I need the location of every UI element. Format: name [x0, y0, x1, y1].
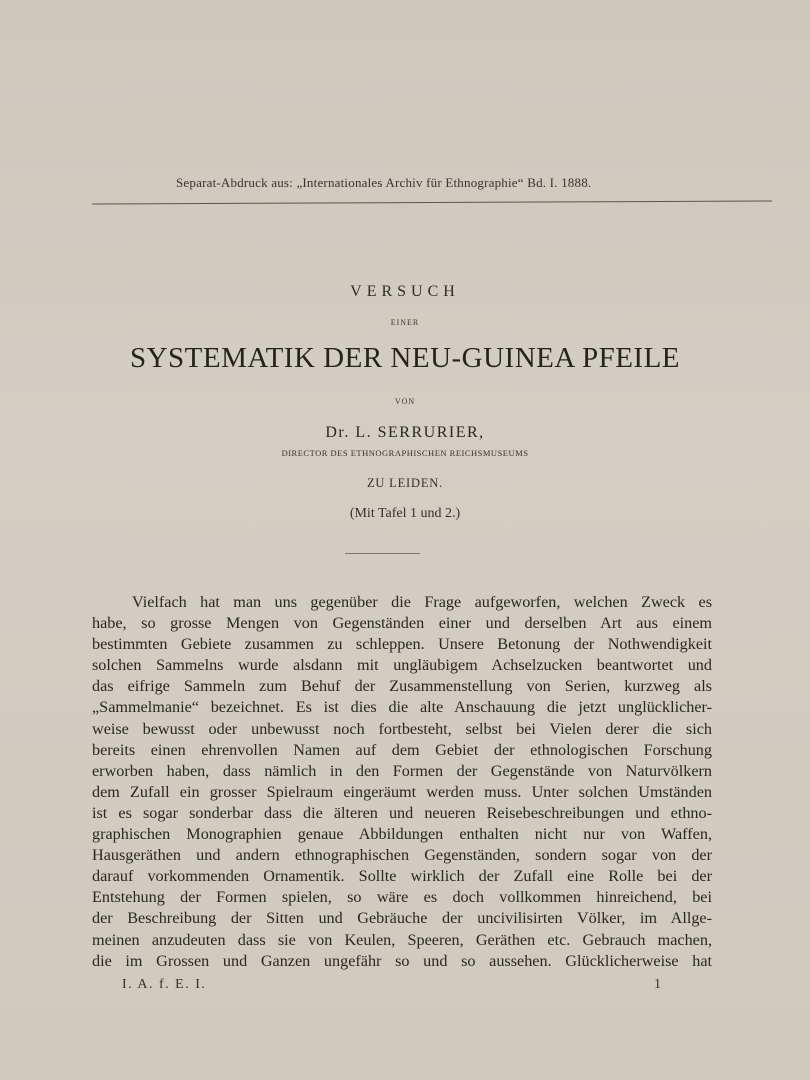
title-einer: EINER: [390, 318, 420, 327]
page-title: SYSTEMATIK DER NEU-GUINEA PFEILE: [129, 342, 681, 374]
body-line: bereits einen ehrenvollen Namen auf dem Gebiet der ethnologischen Forschung: [92, 740, 712, 759]
body-line: solchen Sammelns wurde alsdann mit ungläubigem Achselzucken beantwortet und: [92, 656, 712, 675]
body-line: „Sammelmanie“ bezeichnet. Es ist dies die alte Anschauung die jetzt unglücklicher-: [92, 698, 712, 717]
body-line: Hausgeräthen und andern ethnographischen Gegenständen, sondern sogar von der: [92, 846, 712, 865]
plates-note: (Mit Tafel 1 und 2.): [349, 506, 461, 521]
title-versuch: VERSUCH: [350, 283, 460, 300]
body-line: der Beschreibung der Sitten und Gebräuche der uncivilisirten Völker, im Allge-: [92, 909, 712, 928]
body-line: Vielfach hat man uns gegenüber die Frage aufgeworfen, welchen Zweck es: [132, 593, 712, 611]
body-line: bestimmten Gebiete zusammen zu schleppen. Unsere Betonung der Nothwendigkeit: [92, 635, 712, 654]
body-line: graphischen Monographien genaue Abbildungen enthalten nicht nur von Waffen,: [92, 825, 712, 844]
title-von: VON: [394, 397, 416, 406]
body-line: die im Grossen und Ganzen ungefähr so und so aussehen. Glücklicherweise hat: [92, 951, 712, 970]
header-rule: [92, 201, 772, 205]
body-line: darauf vorkommenden Ornamentik. Sollte wirklich der Zufall eine Rolle bei der: [92, 867, 712, 886]
body-line: erworben haben, dass nämlich in den Formen der Gegenstände von Naturvölkern: [92, 761, 712, 780]
body-line: dem Zufall ein grosser Spielraum eingeräumt werden muss. Unter solchen Umständen: [92, 782, 712, 801]
body-line: meinen anzudeuten dass sie von Keulen, Speeren, Geräthen etc. Gebrauch machen,: [92, 930, 712, 949]
signature-mark: I. A. f. E. I.: [122, 977, 207, 992]
author-city: ZU LEIDEN.: [366, 476, 444, 490]
body-line: ist es sogar sonderbar dass die älteren und neueren Reisebeschreibungen und ethno-: [92, 803, 712, 822]
body-paragraph: [92, 592, 712, 972]
section-divider: [345, 553, 420, 554]
body-line: weise bewusst oder unbewusst noch fortbesteht, selbst bei Vielen derer die sich: [92, 719, 712, 738]
page-number: 1: [654, 977, 661, 992]
author-name: Dr. L. SERRURIER,: [325, 424, 485, 441]
offprint-note: Separat-Abdruck aus: „Internationales Archiv für Ethnographie“ Bd. I. 1888.: [176, 175, 592, 190]
body-line: Entstehung der Formen spielen, so wäre es doch vollkommen hinreichend, bei: [92, 888, 712, 907]
body-line: habe, so grosse Mengen von Gegenständen einer und derselben Art aus einem: [92, 614, 712, 633]
author-role: DIRECTOR DES ETHNOGRAPHISCHEN REICHSMUSEUMS: [281, 448, 529, 458]
body-line: das eifrige Sammeln zum Behuf der Zusammenstellung von Serien, kurzweg als: [92, 677, 712, 696]
